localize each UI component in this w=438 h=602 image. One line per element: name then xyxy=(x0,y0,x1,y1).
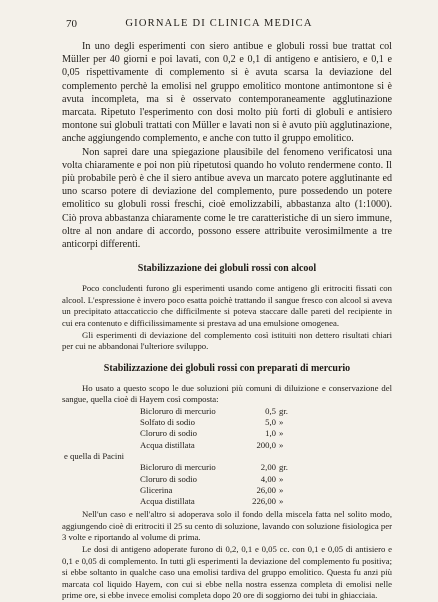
solution-row: Acqua distillata 200,0 » xyxy=(140,439,284,450)
solution-row: Solfato di sodio 5,0 » xyxy=(140,417,284,428)
page-header xyxy=(0,18,438,32)
paragraph-7: Le dosi di antigeno adoperate furono di 0,2, 0,1 e 0,05 cc. con 0,1 e 0,05 di antisiero e 0,1 e 0,05 di complemento. In tutti gli esperimenti la deviazione del complemento fu positiva; si ebbe soltanto in qualche caso una emolisi tardiva del gruppo emolitico. Questa fu anzi più marcata col liquido Hayem, con cui si ebbe nella nostra essenza completa di emolisi nelle prime ore, si ebbe invece emolisi completa dopo 20 ore di soggiorno dei tubi in ghiacciaia. xyxy=(62,544,392,601)
pacini-label: e quella di Pacini xyxy=(64,450,125,461)
solution-row: Acqua distillata 226,00 » xyxy=(140,496,284,507)
solution-row: Bicloruro di mercurio 0,5 gr. xyxy=(140,406,288,416)
paragraph-3: Poco concludenti furono gli esperimenti usando come antigeno gli eritrociti fissati con alcool. L'espressione è invero poco esatta poichè trattando il sangue fresco con alcool si aveva un precipitato attaccaticcio che difficilmente si poteva staccare dalle pareti del recipiente in cui era contenuto e difficilissimamente si prestava ad una emulsione omogenea. xyxy=(62,283,392,329)
section-heading-alcool: Stabilizzazione dei globuli rossi con alcool xyxy=(137,263,317,275)
solution-row: Cloruro di sodio 4,00 » xyxy=(140,473,284,484)
section-heading-mercurio: Stabilizzazione dei globuli rossi con preparati di mercurio xyxy=(103,362,351,374)
page-number: 70 xyxy=(66,18,77,30)
solution-row: Glicerina 26,00 » xyxy=(140,484,284,495)
pacini-solution-table xyxy=(140,462,392,507)
solution-row: Bicloruro di mercurio 2,00 gr. xyxy=(140,462,288,473)
running-title: GIORNALE DI CLINICA MEDICA xyxy=(125,18,313,29)
solution-row: Cloruro di sodio 1,0 » xyxy=(140,428,284,439)
paragraph-2: Non saprei dare una spiegazione plausibile del fenomeno verificatosi una volta chiaramente e poi non più ripetutosi quando ho voluto rendermene conto. Il più probabile però è che il siero antibue aveva un marcato potere agglutinante ed uno scarso potere di deviazione del complemento, pure possedendo un potere emolitico su globuli rossi freschi, cioè emolizzabili, abbastanza alto (1:1000). Ciò prova abbastanza chiaramente come le tre caratteristiche di un siero immune, oltre al non andare di accordo, possono essere attribuite verosimilmente a tre anticorpi differenti. xyxy=(62,146,392,251)
page-body xyxy=(62,40,392,602)
paragraph-4: Gli esperimenti di deviazione del complemento così istituiti non dettero risultati chiari per cui ne abbandonai l'ulteriore sviluppo. xyxy=(62,329,392,352)
paragraph-1: In uno degli esperimenti con siero antibue e globuli rossi bue trattat col Müller per 40 giorni e poi lavati, con 0,2 e 0,1 di antigeno e antisiero, e 0,1 e 0,05 rispettivamente di complemento si è avuta scarsa la deviazione del complemento perchè la emolisi nel gruppo emolitico montone antimontone si è avuta incompleta, ma si è osservato contemporaneamente agglutinazione marcata. Ripetuto l'esperimento con dosi molto più forti di globuli e antisiero montone sui globuli trattati con Müller e lavati non si è avuto più agglutinazione, anche aggiungendo complemento, e anche con tutto il gruppo emolitico. xyxy=(62,41,392,145)
paragraph-5: Ho usato a questo scopo le due soluzioni più comuni di diluizione e conservazione del sangue, quella cioè di Hayem così composta: xyxy=(62,382,392,405)
paragraph-6: Nell'un caso e nell'altro si adoperava solo il fondo della miscela fatta nel solito modo, aggiungendo cioè di eritrociti il 25 su cento di soluzione, lavando con soluzione fisiologica per 3 volte e riportando al volume di prima. xyxy=(62,509,392,543)
hayem-solution-table xyxy=(140,406,392,451)
